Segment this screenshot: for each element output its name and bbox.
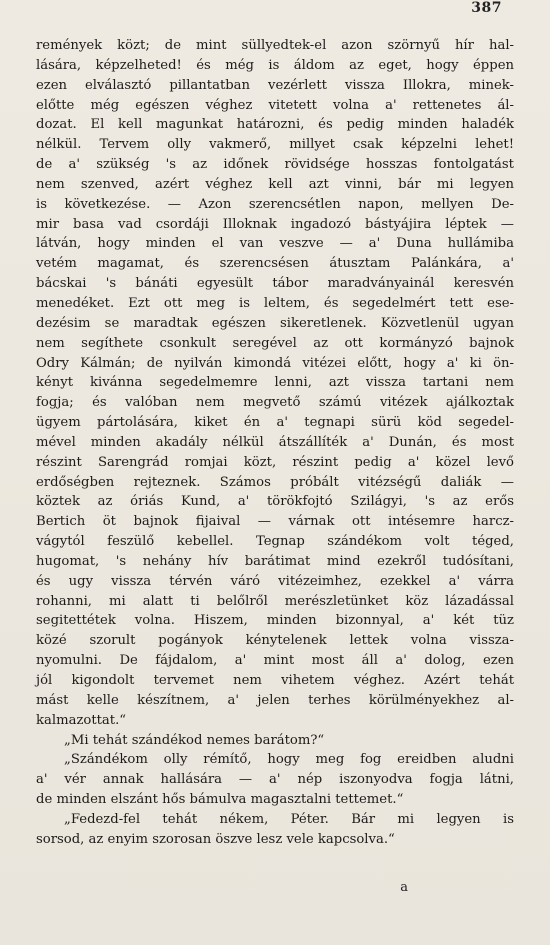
text-line: mével minden akadály nélkül átszállíték a' Dunán, és most	[36, 434, 514, 450]
text-line: jól kigondolt tervemet nem vihetem véghez. Azért tehát	[36, 673, 514, 688]
text-line: kalmazottat.“	[36, 712, 127, 728]
text-line: mást kelle készítnem, a' jelen terhes körülményekhez al-	[36, 692, 514, 708]
text-line: segitettétek volna. Hiszem, minden bizonnyal, a' két tüz	[36, 613, 514, 629]
text-line: vetém magamat, és szerencsésen átusztam Palánkára, a'	[36, 256, 514, 272]
text-line: erdőségben rejteznek. Számos próbált vitézségű daliák —	[36, 474, 514, 490]
text-line: rohanni, mi alatt ti belőlről merészletünket köz lázadással	[36, 593, 514, 609]
text-line: a' vér annak hallására — a' nép iszonyodva fogja látni,	[36, 772, 514, 788]
text-line: lására, képzelheted! és még is áldom az eget, hogy éppen	[36, 57, 514, 73]
text-line: közé szorult pogányok kénytelenek lettek volna vissza-	[36, 633, 514, 649]
text-line: nyomulni. De fájdalom, a' mint most áll a' dolog, ezen	[36, 653, 514, 669]
text-line: Bertich öt bajnok fijaival — várnak ott intésemre harcz-	[36, 514, 514, 530]
text-line: „Mi tehát szándékod nemes barátom?“	[64, 732, 325, 748]
text-line: mir basa vad csordáji Illoknak ingadozó bástyájira léptek —	[36, 216, 514, 232]
catchword: a	[400, 880, 408, 895]
text-line: „Szándékom olly rémítő, hogy meg fog ereidben aludni	[64, 752, 514, 768]
text-line: ezen elválasztó pillantatban vezérlett vissza Illokra, minek-	[36, 77, 514, 93]
text-line: menedéket. Ezt ott meg is leltem, és segedelmért tett ese-	[36, 295, 514, 311]
text-line: dozat. El kell magunkat határozni, és pedig minden haladék	[36, 117, 514, 133]
page-number: 387	[471, 0, 502, 16]
text-line: is következése. — Azon szerencsétlen napon, mellyen De-	[36, 196, 514, 212]
text-line: és ugy vissza térvén váró vitézeimhez, ezekkel a' várra	[36, 573, 514, 589]
text-line: de a' szükség 's az időnek rövidsége hosszas fontolgatást	[36, 157, 514, 173]
text-line: nélkül. Tervem olly vakmerő, millyet csak képzelni lehet!	[36, 137, 514, 153]
text-line: köztek az óriás Kund, a' törökfojtó Szilágyi, 's az erős	[36, 494, 514, 510]
text-line: „Fedezd-fel tehát nékem, Péter. Bár mi legyen is	[64, 811, 514, 827]
text-line: de minden elszánt hős bámulva magasztalni tettemet.“	[36, 792, 404, 808]
text-line: kényt kivánna segedelmemre lenni, azt vissza tartani nem	[36, 375, 514, 391]
text-line: remények közt; de mint süllyedtek-el azon szörnyű hír hal-	[36, 38, 514, 53]
text-line: Odry Kálmán; de nyilván kimondá vitézei előtt, hogy a' ki ön-	[36, 355, 514, 371]
text-line: vágytól feszülő kebellel. Tegnap szándékom volt téged,	[36, 534, 514, 550]
text-line: dezésim se maradtak egészen sikeretlenek. Közvetlenül ugyan	[36, 315, 514, 331]
text-line: sorsod, az enyim szorosan öszve lesz vele kapcsolva.“	[36, 831, 395, 847]
body-text	[36, 36, 514, 850]
text-line: nem segíthete csonkult seregével az ott kormányzó bajnok	[36, 335, 514, 351]
text-line: részint Sarengrád romjai közt, részint pedig a' közel levő	[36, 454, 514, 470]
text-line: előtte még egészen véghez vitetett volna a' rettenetes ál-	[36, 97, 514, 113]
text-line: hugomat, 's nehány hív barátimat mind ezekről tudósítani,	[36, 553, 514, 569]
text-line: bácskai 's bánáti egyesült tábor maradványainál keresvén	[36, 276, 514, 292]
text-line: nem szenved, azért véghez kell azt vinni, bár mi legyen	[36, 176, 514, 192]
text-line: látván, hogy minden el van veszve — a' Duna hullámiba	[36, 236, 514, 252]
text-line: ügyem pártolására, kiket én a' tegnapi sürü köd segedel-	[36, 415, 514, 431]
text-line: fogja; és valóban nem megvető számú vitézek ajálkoztak	[36, 395, 514, 411]
